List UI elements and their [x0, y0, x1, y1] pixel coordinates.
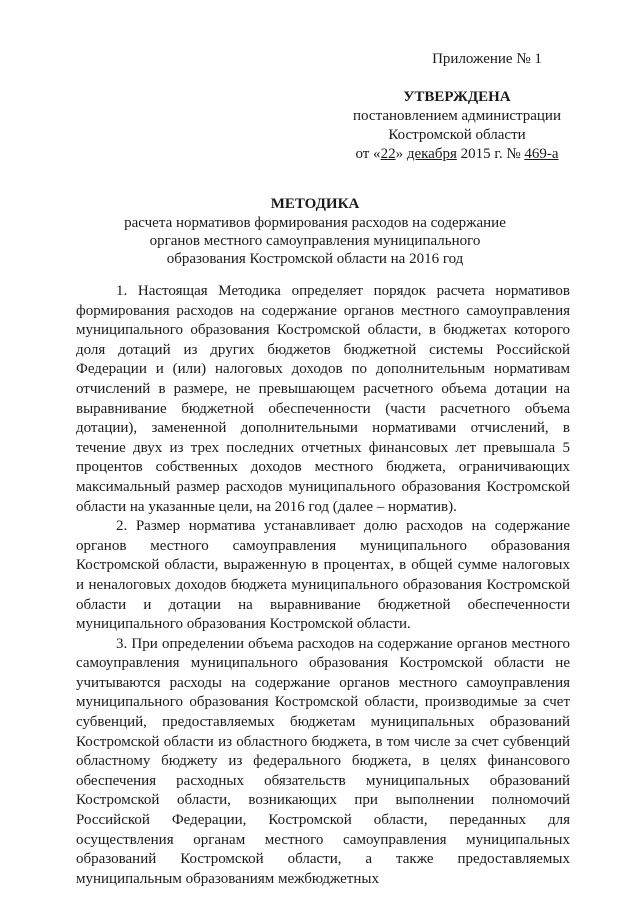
date-day: 22 — [380, 146, 396, 162]
approval-block — [342, 50, 572, 164]
title-heading: МЕТОДИКА — [270, 196, 360, 212]
date-month: декабря — [406, 146, 457, 162]
document-body — [76, 282, 570, 889]
approved-stamp-text: УТВЕРЖДЕНА — [403, 89, 511, 105]
paragraph-2: 2. Размер норматива устанавливает долю расходов на содержание органов местного самоуправления муниципального образования Костромской области, выраженную в процентах, в общей сумме налоговых и неналоговых доходов бюджета муниципального образования Костромской области и дотации на выравнивание бюджетной обеспеченности муниципального образования Костромской области. — [76, 518, 570, 633]
approval-line-2: Костромской области — [388, 127, 526, 143]
date-separator: » — [395, 146, 407, 162]
title-line-1: расчета нормативов формирования расходов на содержание — [124, 215, 506, 231]
date-prefix: от « — [355, 146, 381, 162]
date-year: 2015 г. № — [456, 146, 525, 162]
annex-label: Приложение № 1 — [432, 51, 542, 67]
approval-line-1: постановлением администрации — [353, 108, 561, 124]
paragraph-3: 3. При определении объема расходов на содержание органов местного самоуправления муниципального образования Костромской области не учитываются расходы на содержание органов местного самоуправления муниципального образования Костромской области, производимые за счет субвенций, предоставляемых бюджетам муниципальных образований Костромской области из областного бюджета, в том числе за счет субвенций областному бюджету из федерального бюджета, в целях финансового обеспечения расходных обязательств муниципальных образований Костромской области, возникающих при выполнении полномочий Российской Федерации, Костромской области, переданных для осуществления органам местного самоуправления муниципальных образований Костромской области, а также предоставляемых муниципальным образованиям межбюджетных — [76, 635, 570, 887]
title-line-3: образования Костромской области на 2016 год — [166, 251, 464, 267]
paragraph-1: 1. Настоящая Методика определяет порядок расчета нормативов формирования расходов на содержание органов местного самоуправления муниципального образования Костромской области, в бюджетах которого доля дотаций из других бюджетов бюджетной системы Российской Федерации и (или) налоговых доходов по дополнительным нормативам отчислений в размере, не превышающем расчетного объема дотации на выравнивание бюджетной обеспеченности (части расчетного объема дотации), замененной дополнительными нормативами отчислений, в течение двух из трех последних отчетных финансовых лет превышала 5 процентов собственных доходов местного бюджета, ограничивающих максимальный размер расходов муниципального образования Костромской области на указанные цели, на 2016 год (далее – норматив). — [76, 283, 570, 515]
document-title — [90, 195, 540, 268]
title-line-2: органов местного самоуправления муниципального — [149, 233, 481, 249]
decree-number: 469-а — [524, 146, 559, 162]
approval-date-line — [342, 145, 572, 164]
